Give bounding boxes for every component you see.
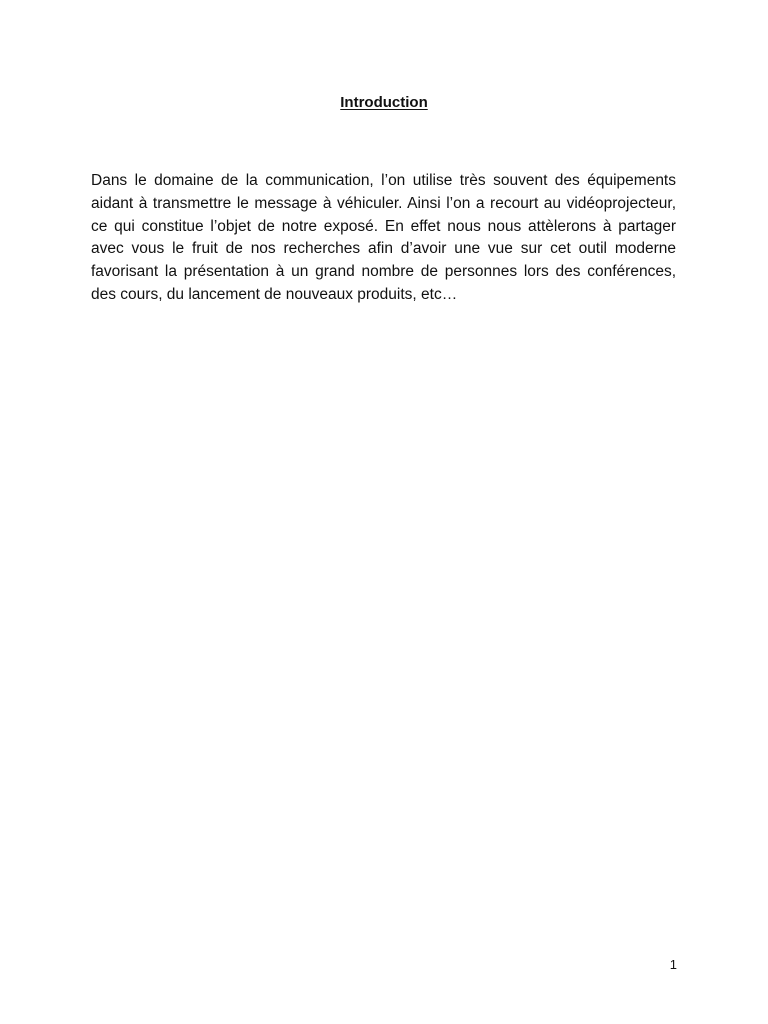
intro-paragraph: Dans le domaine de la communication, l’on utilise très souvent des équipements aidant à transmettre le message à véhiculer. Ainsi l’on a recourt au vidéoprojecteur, ce qui constitue l’objet de notre exposé. En effet nous nous attèlerons à partager avec vous le fruit de nos recherches afin d’avoir une vue sur cet outil moderne favorisant la présentation à un grand nombre de personnes lors des conférences, des cours, du lancement de nouveaux produits, etc…	[91, 172, 676, 303]
section-title: Introduction	[340, 94, 428, 111]
page-number: 1	[669, 957, 677, 972]
